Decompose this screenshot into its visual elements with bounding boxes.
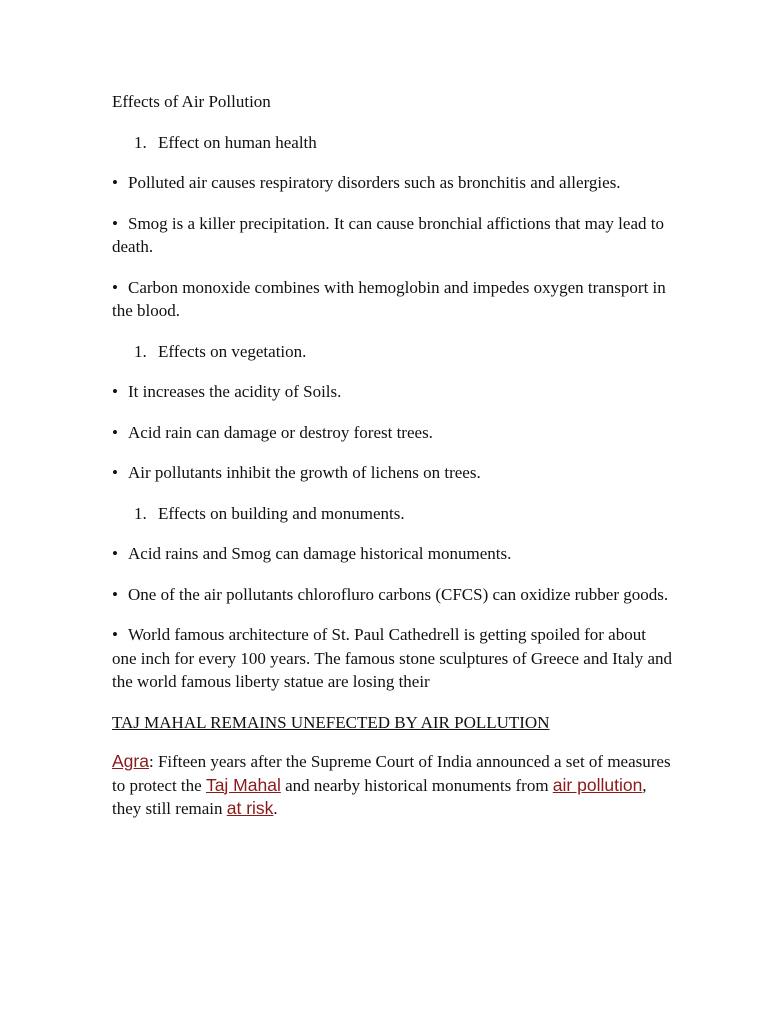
section-heading-monuments: [112, 502, 672, 526]
bullet-item: [112, 212, 672, 259]
bullet-item: [112, 623, 672, 694]
taj-mahal-link[interactable]: Taj Mahal: [205, 774, 281, 795]
section-number: 1.: [134, 341, 147, 361]
bullet-text: Air pollutants inhibit the growth of lichens on trees.: [128, 463, 481, 482]
section-number: 1.: [134, 132, 147, 152]
bullet-text: One of the air pollutants chlorofluro carbons (CFCS) can oxidize rubber goods.: [128, 584, 669, 604]
news-paragraph: [112, 750, 672, 821]
bullet-icon: •: [112, 213, 118, 233]
bullet-icon: •: [112, 463, 118, 482]
bullet-text: Smog is a killer precipitation. It can cause bronchial affictions that may lead to death.: [112, 213, 664, 256]
section-heading-label: Effects on vegetation.: [158, 341, 307, 361]
bullet-item: [112, 421, 672, 445]
bullet-item: [112, 542, 672, 566]
news-text: , they still remain: [112, 775, 647, 818]
bullet-icon: •: [112, 625, 118, 644]
bullet-icon: •: [112, 277, 118, 297]
bullet-text: Acid rains and Smog can damage historical monuments.: [128, 544, 512, 563]
bullet-text: Polluted air causes respiratory disorders such as bronchitis and allergies.: [128, 173, 621, 192]
bullet-item: [112, 171, 672, 195]
bullet-item: [112, 583, 672, 607]
document-body: [112, 90, 672, 821]
bullet-icon: •: [112, 382, 118, 401]
bullet-text: It increases the acidity of Soils.: [128, 382, 342, 401]
document-title: Effects of Air Pollution: [112, 92, 271, 111]
news-text: and nearby historical monuments from: [280, 775, 553, 795]
bullet-item: [112, 276, 672, 323]
news-text: : Fifteen years after the Supreme Court of India announced a set of measures to protect the: [112, 752, 671, 795]
section-heading-label: Effects on building and monuments.: [158, 503, 405, 523]
section-heading-vegetation: [112, 340, 672, 364]
agra-link[interactable]: Agra: [112, 751, 149, 771]
bullet-item: [112, 461, 672, 485]
bullet-icon: •: [112, 544, 118, 563]
bullet-icon: •: [112, 422, 118, 442]
news-headline: TAJ MAHAL REMAINS UNEFECTED BY AIR POLLUTION: [112, 712, 550, 732]
bullet-text: World famous architecture of St. Paul Cathedrell is getting spoiled for about one inch for every 100 years. The famous stone sculptures of Greece and Italy and the world famous liberty statue are losing their: [112, 625, 673, 691]
bullet-icon: •: [112, 173, 118, 192]
section-heading-human-health: [112, 131, 672, 155]
bullet-text: Carbon monoxide combines with hemoglobin and impedes oxygen transport in the blood.: [112, 277, 666, 320]
section-heading-label: Effect on human health: [158, 132, 317, 152]
bullet-text: Acid rain can damage or destroy forest trees.: [128, 422, 433, 442]
at-risk-link[interactable]: at risk: [226, 798, 274, 818]
air-pollution-link[interactable]: air pollution: [552, 774, 643, 795]
section-number: 1.: [134, 503, 147, 523]
bullet-item: [112, 380, 672, 404]
bullet-icon: •: [112, 584, 118, 604]
news-text: .: [273, 799, 278, 818]
